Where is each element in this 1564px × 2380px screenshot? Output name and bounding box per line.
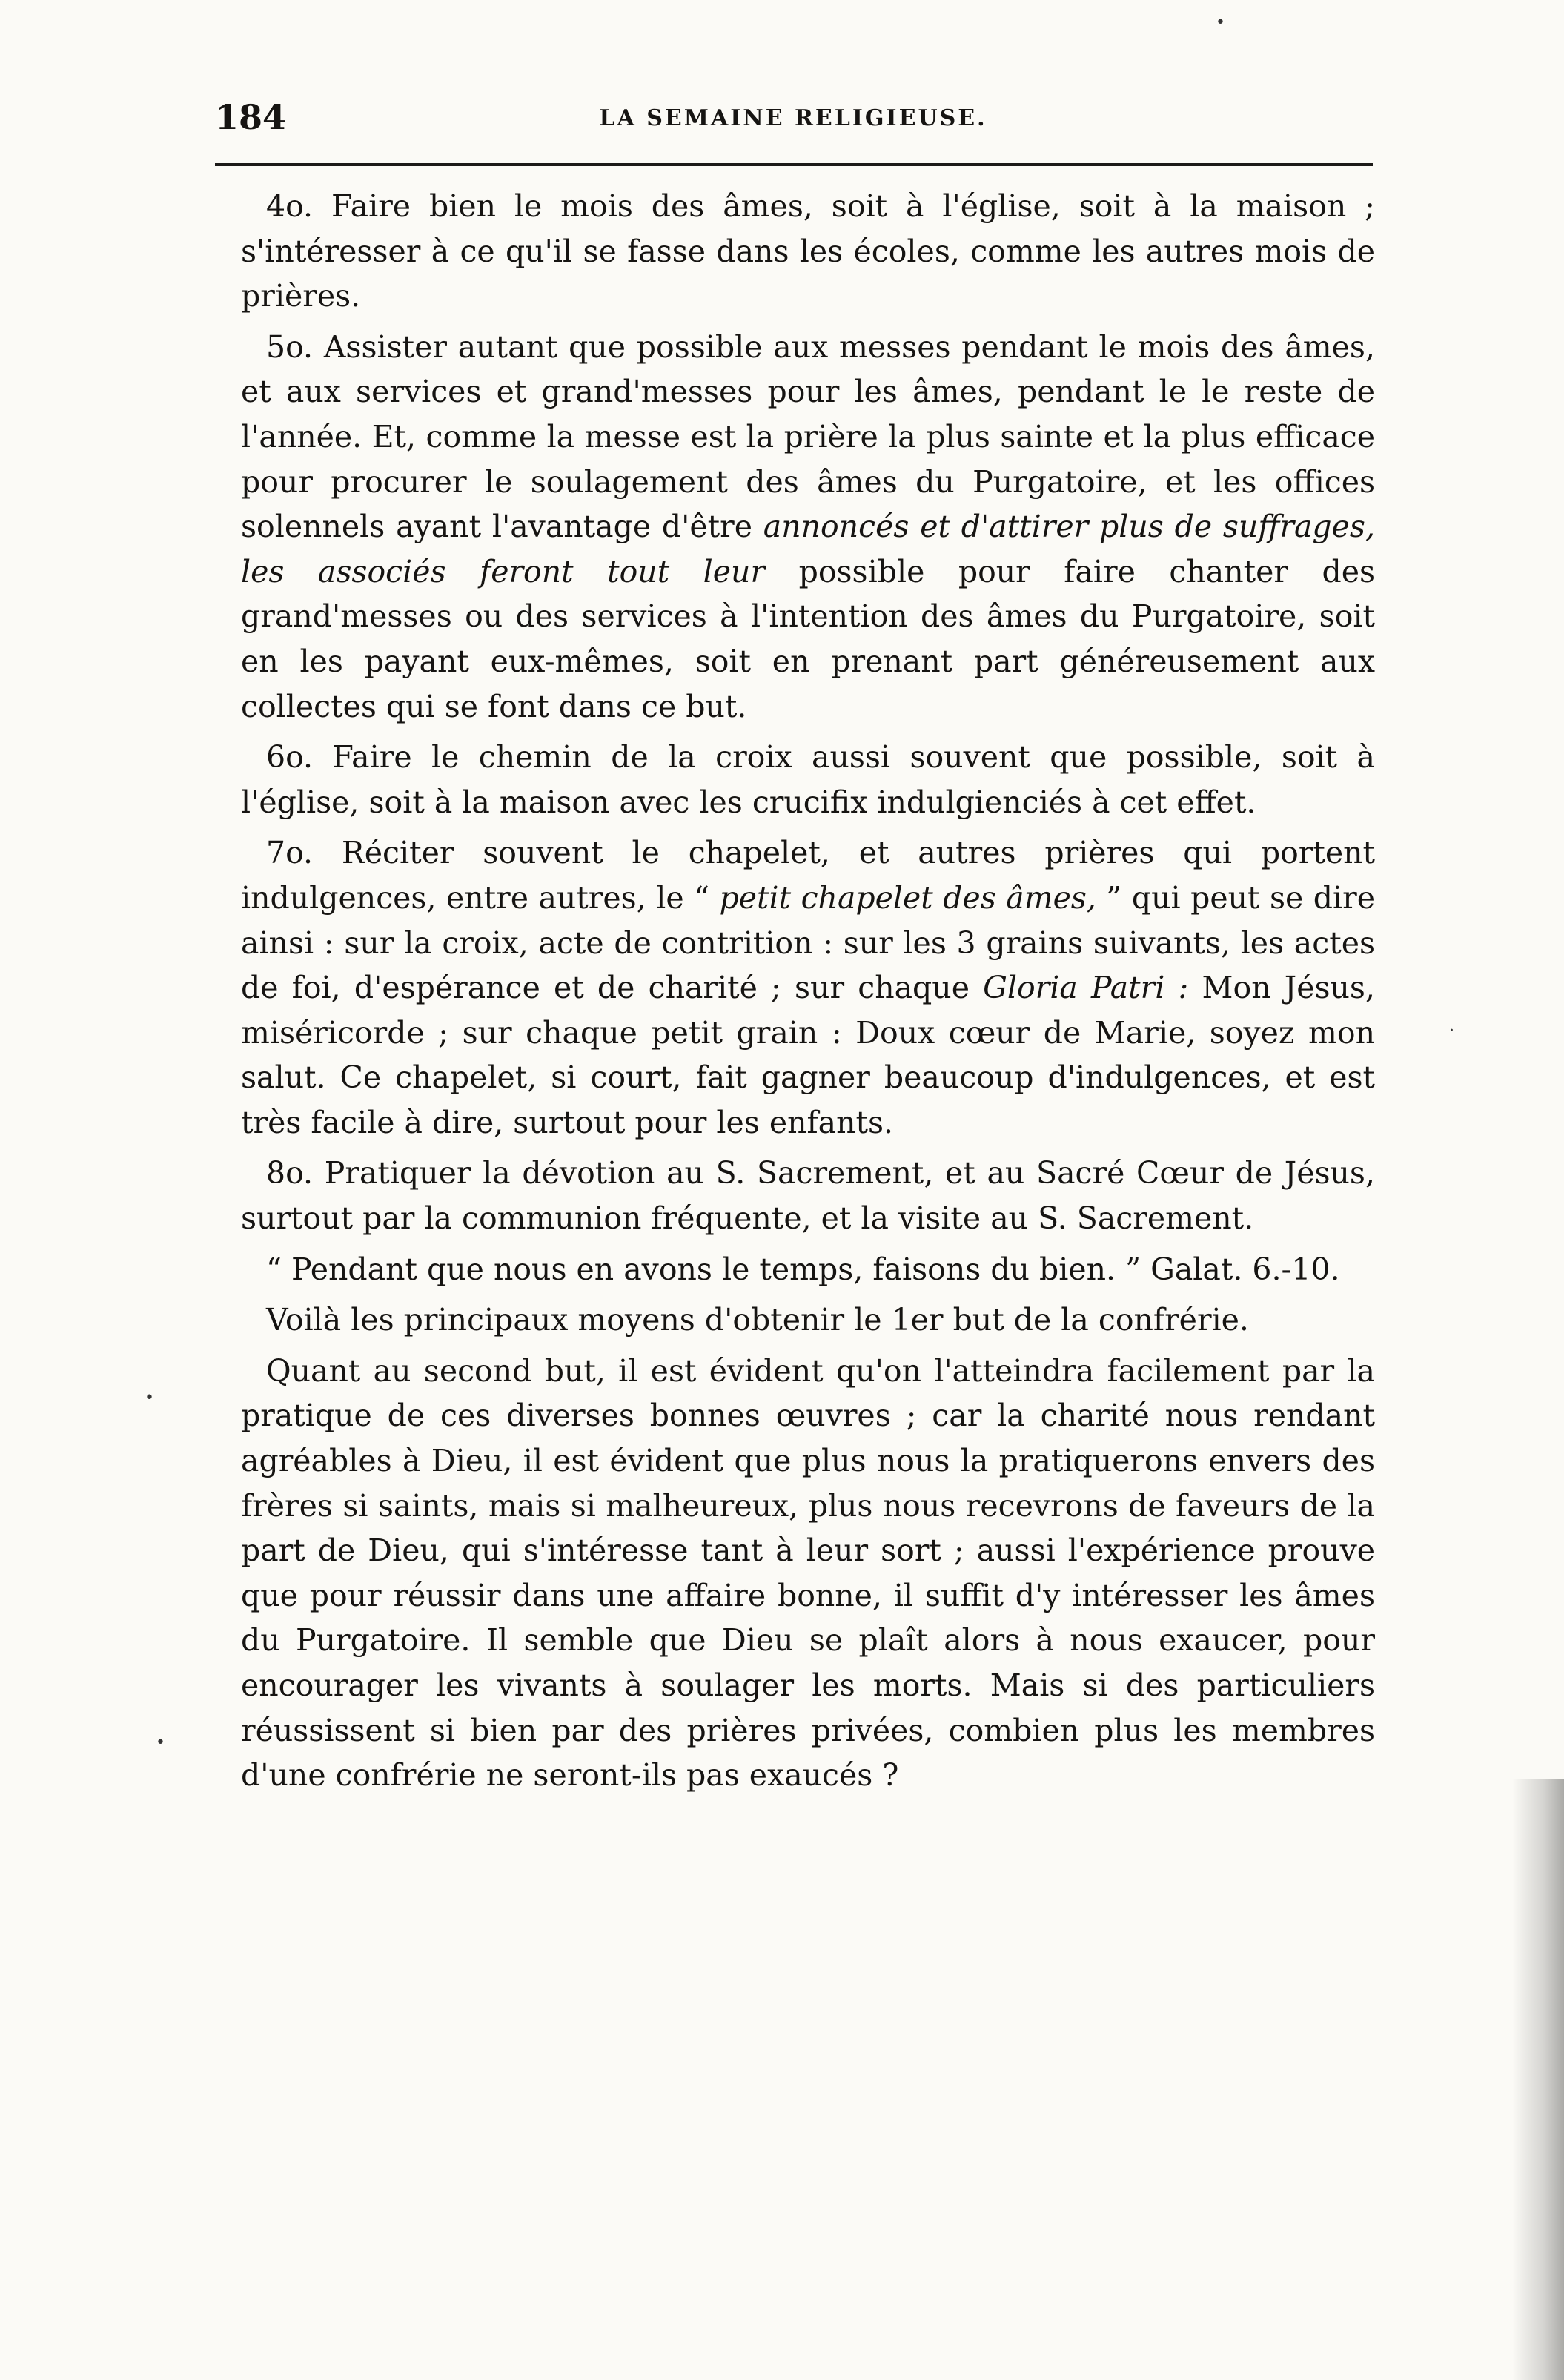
page-number: 184 <box>215 97 287 137</box>
margin-dot: • <box>145 1389 154 1407</box>
italic-text: annoncés et d'attirer plus de suffrages, les associés feront tout leur <box>241 509 1376 589</box>
paragraph-text: ” qui peut se dire ainsi : sur la croix, acte de contrition : sur les 3 grains suivants, les actes de foi, d'espérance et de charité ; sur chaque <box>241 879 1375 1006</box>
journal-title: LA SEMAINE RELIGIEUSE. <box>599 105 987 131</box>
margin-dot: · <box>1449 1022 1454 1040</box>
paragraph-text: 4o. Faire bien le mois des âmes, soit à l'église, soit à la maison ; s'intéresser à ce qu'il se fasse dans les écoles, comme les autres mois de prières. <box>241 188 1375 314</box>
paragraph <box>241 1349 1375 1798</box>
paragraph <box>241 325 1375 729</box>
paragraph-text: 6o. Faire le chemin de la croix aussi souvent que possible, soit à l'église, soit à la maison avec les crucifix indulgienciés à cet effet. <box>241 739 1375 820</box>
paragraph <box>241 184 1375 319</box>
margin-dot: • <box>156 1733 165 1752</box>
body-text <box>241 184 1375 1804</box>
paragraph-text: “ Pendant que nous en avons le temps, faisons du bien. ” Galat. 6.-10. <box>266 1251 1340 1287</box>
paragraph-text: Quant au second but, il est évident qu'on l'atteindra facilement par la pratique de ces diverses bonnes œuvres ; car la charité nous rendant agréables à Dieu, il est évident que plus nous la pratiquerons envers des frères si saints, mais si malheureux, plus nous recevrons de faveurs de la part de Dieu, qui s'intéresse tant à leur sort ; aussi l'expérience prouve que pour réussir dans une affaire bonne, il suffit d'y intéresser les âmes du Purgatoire. Il semble que Dieu se plaît alors à nous exaucer, pour encourager les vivants à soulager les morts. Mais si des particuliers réussissent si bien par des prières privées, combien plus les membres d'une confrérie ne seront-ils pas exaucés ? <box>241 1352 1375 1794</box>
paragraph-text: possible pour faire chanter des grand'messes ou des services à l'intention des âmes du Purgatoire, soit en les payant eux-mêmes, soit en prenant part généreusement aux collectes qui se font dans ce but. <box>241 553 1376 724</box>
paragraph-text: Mon Jésus, miséricorde ; sur chaque petit grain : Doux cœur de Marie, soyez mon salut. Ce chapelet, si court, fait gagner beaucoup d'indulgences, et est très facile à dire, surtout pour les enfants. <box>241 970 1375 1140</box>
paragraph-text: 8o. Pratiquer la dévotion au S. Sacrement, et au Sacré Cœur de Jésus, surtout par la communion fréquente, et la visite au S. Sacrement. <box>241 1155 1375 1237</box>
page-edge-shadow <box>1512 1779 1564 2380</box>
paragraph <box>241 1298 1375 1343</box>
paragraph <box>241 830 1375 1145</box>
paragraph <box>241 1151 1375 1240</box>
paragraph <box>241 1247 1375 1292</box>
paragraph-text: Voilà les principaux moyens d'obtenir le 1er but de la confrérie. <box>266 1302 1249 1338</box>
running-head <box>215 95 1371 139</box>
paragraph <box>241 735 1375 824</box>
paragraph-text: 5o. Assister autant que possible aux messes pendant le mois des âmes, et aux services et grand'messes pour les âmes, pendant le le reste de l'année. Et, comme la messe est la prière la plus sainte et la plus efficace pour procurer le soulagement des âmes du Purgatoire, et les offices solennels ayant l'avantage d'être <box>241 328 1375 545</box>
margin-dot: • <box>1216 13 1225 32</box>
italic-text: Gloria Patri : <box>983 970 1189 1006</box>
header-rule <box>215 163 1373 166</box>
paragraph-text: 7o. Réciter souvent le chapelet, et autres prières qui portent indulgences, entre autres, le “ <box>241 835 1375 916</box>
italic-text: petit chapelet des âmes, <box>719 879 1096 916</box>
